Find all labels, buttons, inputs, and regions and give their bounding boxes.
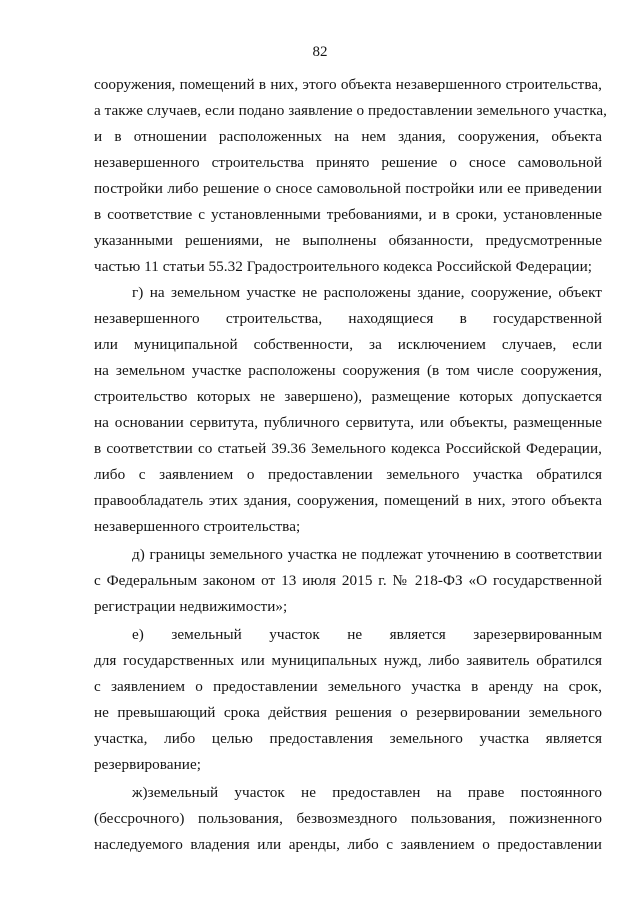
- text-line: е) земельный участок не является зарезервированным: [132, 626, 602, 643]
- text-line: незавершенного строительства принято решение о сносе самовольной: [94, 154, 602, 171]
- text-line: постройки либо решение о сносе самовольной постройки или ее приведении: [94, 180, 602, 197]
- text-line: не превышающий срока действия решения о резервировании земельного: [94, 704, 602, 721]
- text-line: резервирование;: [94, 756, 202, 773]
- text-line: и в отношении расположенных на нем здания, сооружения, объекта: [94, 128, 602, 145]
- text-line: наследуемого владения или аренды, либо с заявлением о предоставлении: [94, 836, 602, 853]
- text-line: сооружения, помещений в них, этого объекта незавершенного строительства,: [94, 76, 602, 93]
- text-line: участка, либо целью предоставления земельного участка является: [94, 730, 602, 747]
- text-line: на основании сервитута, публичного сервитута, или объекты, размещенные: [94, 414, 602, 431]
- text-line: или муниципальной собственности, за исключением случаев, если: [94, 336, 602, 353]
- text-line: либо с заявлением о предоставлении земельного участка обратился: [94, 466, 602, 483]
- text-line: частью 11 статьи 55.32 Градостроительного кодекса Российской Федерации;: [94, 258, 593, 275]
- text-line: указанными решениями, не выполнены обязанности, предусмотренные: [94, 232, 602, 249]
- text-line: на земельном участке расположены сооружения (в том числе сооружения,: [94, 362, 602, 379]
- text-line: в соответствие с установленными требованиями, и в сроки, установленные: [94, 206, 602, 223]
- text-line: строительство которых не завершено), размещение которых допускается: [94, 388, 602, 405]
- text-line: для государственных или муниципальных нужд, либо заявитель обратился: [94, 652, 602, 669]
- text-line: ж)земельный участок не предоставлен на праве постоянного: [132, 784, 602, 801]
- text-line: правообладатель этих здания, сооружения, помещений в них, этого объекта: [94, 492, 602, 509]
- text-line: незавершенного строительства;: [94, 518, 301, 535]
- text-line: г) на земельном участке не расположены здание, сооружение, объект: [132, 284, 602, 301]
- text-line: с Федеральным законом от 13 июля 2015 г. № 218-ФЗ «О государственной: [94, 572, 602, 589]
- text-line: (бессрочного) пользования, безвозмездного пользования, пожизненного: [94, 810, 602, 827]
- text-line: а также случаев, если подано заявление о предоставлении земельного участка,: [94, 102, 608, 119]
- page-number: 82: [312, 44, 328, 60]
- text-line: в соответствии со статьей 39.36 Земельного кодекса Российской Федерации,: [94, 440, 602, 457]
- text-line: с заявлением о предоставлении земельного участка в аренду на срок,: [94, 678, 602, 695]
- text-line: регистрации недвижимости»;: [94, 598, 288, 615]
- text-line: незавершенного строительства, находящиеся в государственной: [94, 310, 602, 327]
- text-line: д) границы земельного участка не подлежат уточнению в соответствии: [132, 546, 602, 563]
